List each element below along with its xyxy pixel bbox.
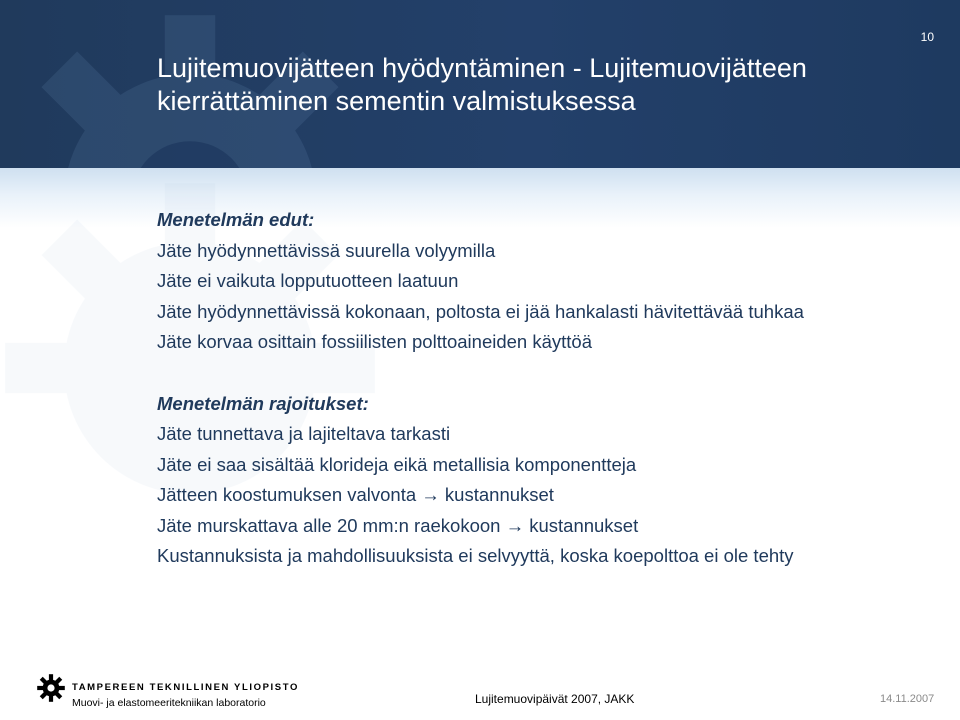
advantage-item: Jäte ei vaikuta lopputuotteen laatuun — [157, 270, 459, 291]
laboratory-name: Muovi- ja elastomeeritekniikan laboratorio — [72, 697, 266, 709]
advantage-item: Jäte hyödynnettävissä suurella volyymilla — [157, 239, 496, 261]
advantage-item: Jäte korvaa osittain fossiilisten polttoaineiden käyttöä — [157, 331, 593, 352]
limitation-item: Jäte tunnettava ja lajiteltava tarkasti — [157, 423, 451, 444]
advantages-heading: Menetelmän edut: — [157, 209, 315, 230]
limitation-item: Jäte ei saa sisältää klorideja eikä metallisia komponentteja — [157, 453, 637, 475]
limitation-item: Kustannuksista ja mahdollisuuksista ei selvyyttä, koska koepolttoa ei ole tehty — [157, 545, 794, 566]
advantage-item: Jäte hyödynnettävissä kokonaan, poltosta ei jää hankalasti hävitettävää tuhkaa — [157, 300, 804, 322]
university-name: TAMPEREEN TEKNILLINEN YLIOPISTO — [72, 682, 299, 693]
limitation-item: Jäte murskattava alle 20 mm:n raekokoon → kustannukset — [157, 514, 639, 536]
slide-body — [157, 205, 917, 572]
footer-date: 14.11.2007 — [880, 693, 935, 705]
limitation-item: Jätteen koostumuksen valvonta → kustannukset — [157, 484, 554, 505]
event-name: Lujitemuovipäivät 2007, JAKK — [475, 692, 635, 706]
university-logo-icon — [36, 673, 66, 703]
slide-header — [0, 0, 960, 168]
slide-title: Lujitemuovijätteen hyödyntäminen - Lujitemuovijätteen kierrättäminen sementin valmistuksessa — [157, 53, 807, 116]
limitations-heading: Menetelmän rajoitukset: — [157, 392, 369, 414]
slide-number: 10 — [920, 30, 934, 44]
section-spacer — [157, 358, 917, 389]
